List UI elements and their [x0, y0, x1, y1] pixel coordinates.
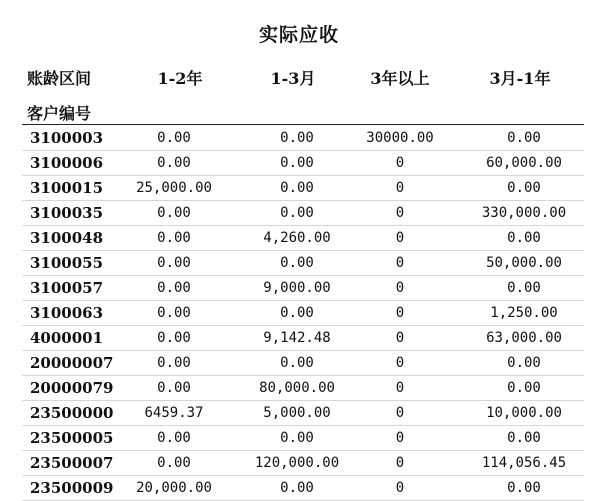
amount-cell: 63,000.00 [486, 330, 562, 346]
amount-cell: 0 [395, 255, 405, 271]
customer-id-cell: 3100055 [30, 254, 104, 272]
amount-cell: 0.00 [157, 430, 191, 446]
amount-cell: 0.00 [507, 355, 541, 371]
table-row [22, 351, 584, 376]
table-row [22, 376, 584, 401]
amount-cell: 0.00 [507, 230, 541, 246]
amount-cell: 0 [395, 280, 405, 296]
table-row [22, 476, 584, 501]
table-row [22, 426, 584, 451]
customer-id-header: 客户编号 [27, 104, 92, 123]
amount-cell: 60,000.00 [486, 155, 562, 171]
amount-cell: 5,000.00 [263, 405, 331, 421]
table-row [22, 326, 584, 351]
amount-cell: 0 [395, 405, 405, 421]
customer-id-cell: 4000001 [30, 329, 104, 347]
table-row [22, 151, 584, 176]
table-row [22, 401, 584, 426]
amount-cell: 25,000.00 [136, 180, 212, 196]
amount-cell: 9,142.48 [263, 330, 331, 346]
table-row [22, 201, 584, 226]
customer-id-cell: 23500005 [30, 429, 114, 447]
amount-cell: 0 [395, 305, 405, 321]
customer-id-cell: 3100048 [30, 229, 104, 247]
amount-cell: 0 [395, 380, 405, 396]
amount-cell: 0.00 [507, 280, 541, 296]
customer-id-cell: 23500000 [30, 404, 114, 422]
row-field-header: 账龄区间 [27, 69, 92, 88]
customer-id-cell: 3100035 [30, 204, 104, 222]
amount-cell: 0.00 [280, 130, 314, 146]
column-header-over-3-years: 3年以上 [370, 69, 430, 88]
table-row [22, 126, 584, 151]
amount-cell: 0.00 [507, 130, 541, 146]
amount-cell: 4,260.00 [263, 230, 331, 246]
amount-cell: 0.00 [157, 330, 191, 346]
amount-cell: 0.00 [280, 305, 314, 321]
customer-id-cell: 3100003 [30, 129, 104, 147]
amount-cell: 0 [395, 455, 405, 471]
amount-cell: 30000.00 [366, 130, 434, 146]
amount-cell: 0.00 [157, 455, 191, 471]
table-row [22, 251, 584, 276]
table-row [22, 276, 584, 301]
amount-cell: 0 [395, 480, 405, 496]
amount-cell: 0.00 [157, 205, 191, 221]
amount-cell: 0.00 [507, 430, 541, 446]
amount-cell: 0.00 [157, 380, 191, 396]
amount-cell: 0.00 [157, 355, 191, 371]
customer-id-cell: 3100057 [30, 279, 104, 297]
column-header-1-3-months: 1-3月 [270, 69, 316, 88]
amount-cell: 0.00 [280, 480, 314, 496]
amount-cell: 1,250.00 [490, 305, 558, 321]
amount-cell: 9,000.00 [263, 280, 331, 296]
amount-cell: 0 [395, 155, 405, 171]
amount-cell: 0.00 [280, 430, 314, 446]
amount-cell: 0.00 [507, 380, 541, 396]
amount-cell: 0.00 [157, 230, 191, 246]
amount-cell: 0 [395, 355, 405, 371]
amount-cell: 0.00 [280, 205, 314, 221]
column-header-1-2-years: 1-2年 [157, 69, 203, 88]
amount-cell: 0.00 [280, 355, 314, 371]
amount-cell: 0.00 [280, 180, 314, 196]
amount-cell: 80,000.00 [259, 380, 335, 396]
amount-cell: 50,000.00 [486, 255, 562, 271]
amount-cell: 0 [395, 430, 405, 446]
amount-cell: 0 [395, 230, 405, 246]
amount-cell: 0 [395, 205, 405, 221]
amount-cell: 0.00 [157, 280, 191, 296]
customer-id-cell: 20000079 [30, 379, 114, 397]
table-row [22, 451, 584, 476]
customer-id-cell: 20000007 [30, 354, 114, 372]
amount-cell: 20,000.00 [136, 480, 212, 496]
amount-cell: 0.00 [157, 305, 191, 321]
page-title: 实际应收 [258, 24, 339, 46]
customer-id-cell: 3100063 [30, 304, 104, 322]
amount-cell: 0.00 [157, 130, 191, 146]
amount-cell: 0.00 [157, 255, 191, 271]
amount-cell: 0 [395, 180, 405, 196]
customer-id-cell: 3100006 [30, 154, 104, 172]
amount-cell: 0.00 [507, 180, 541, 196]
table-row [22, 301, 584, 326]
header-divider [22, 124, 584, 125]
amount-cell: 6459.37 [144, 405, 204, 421]
amount-cell: 0 [395, 330, 405, 346]
amount-cell: 0.00 [507, 480, 541, 496]
column-header-3-months-1-year: 3月-1年 [489, 69, 551, 88]
table-row [22, 176, 584, 201]
customer-id-cell: 23500009 [30, 479, 114, 497]
amount-cell: 120,000.00 [254, 455, 340, 471]
amount-cell: 10,000.00 [486, 405, 562, 421]
amount-cell: 330,000.00 [481, 205, 567, 221]
amount-cell: 0.00 [280, 155, 314, 171]
customer-id-cell: 23500007 [30, 454, 114, 472]
amount-cell: 114,056.45 [481, 455, 567, 471]
amount-cell: 0.00 [280, 255, 314, 271]
table-body [22, 126, 584, 501]
amount-cell: 0.00 [157, 155, 191, 171]
table-row [22, 226, 584, 251]
customer-id-cell: 3100015 [30, 179, 104, 197]
